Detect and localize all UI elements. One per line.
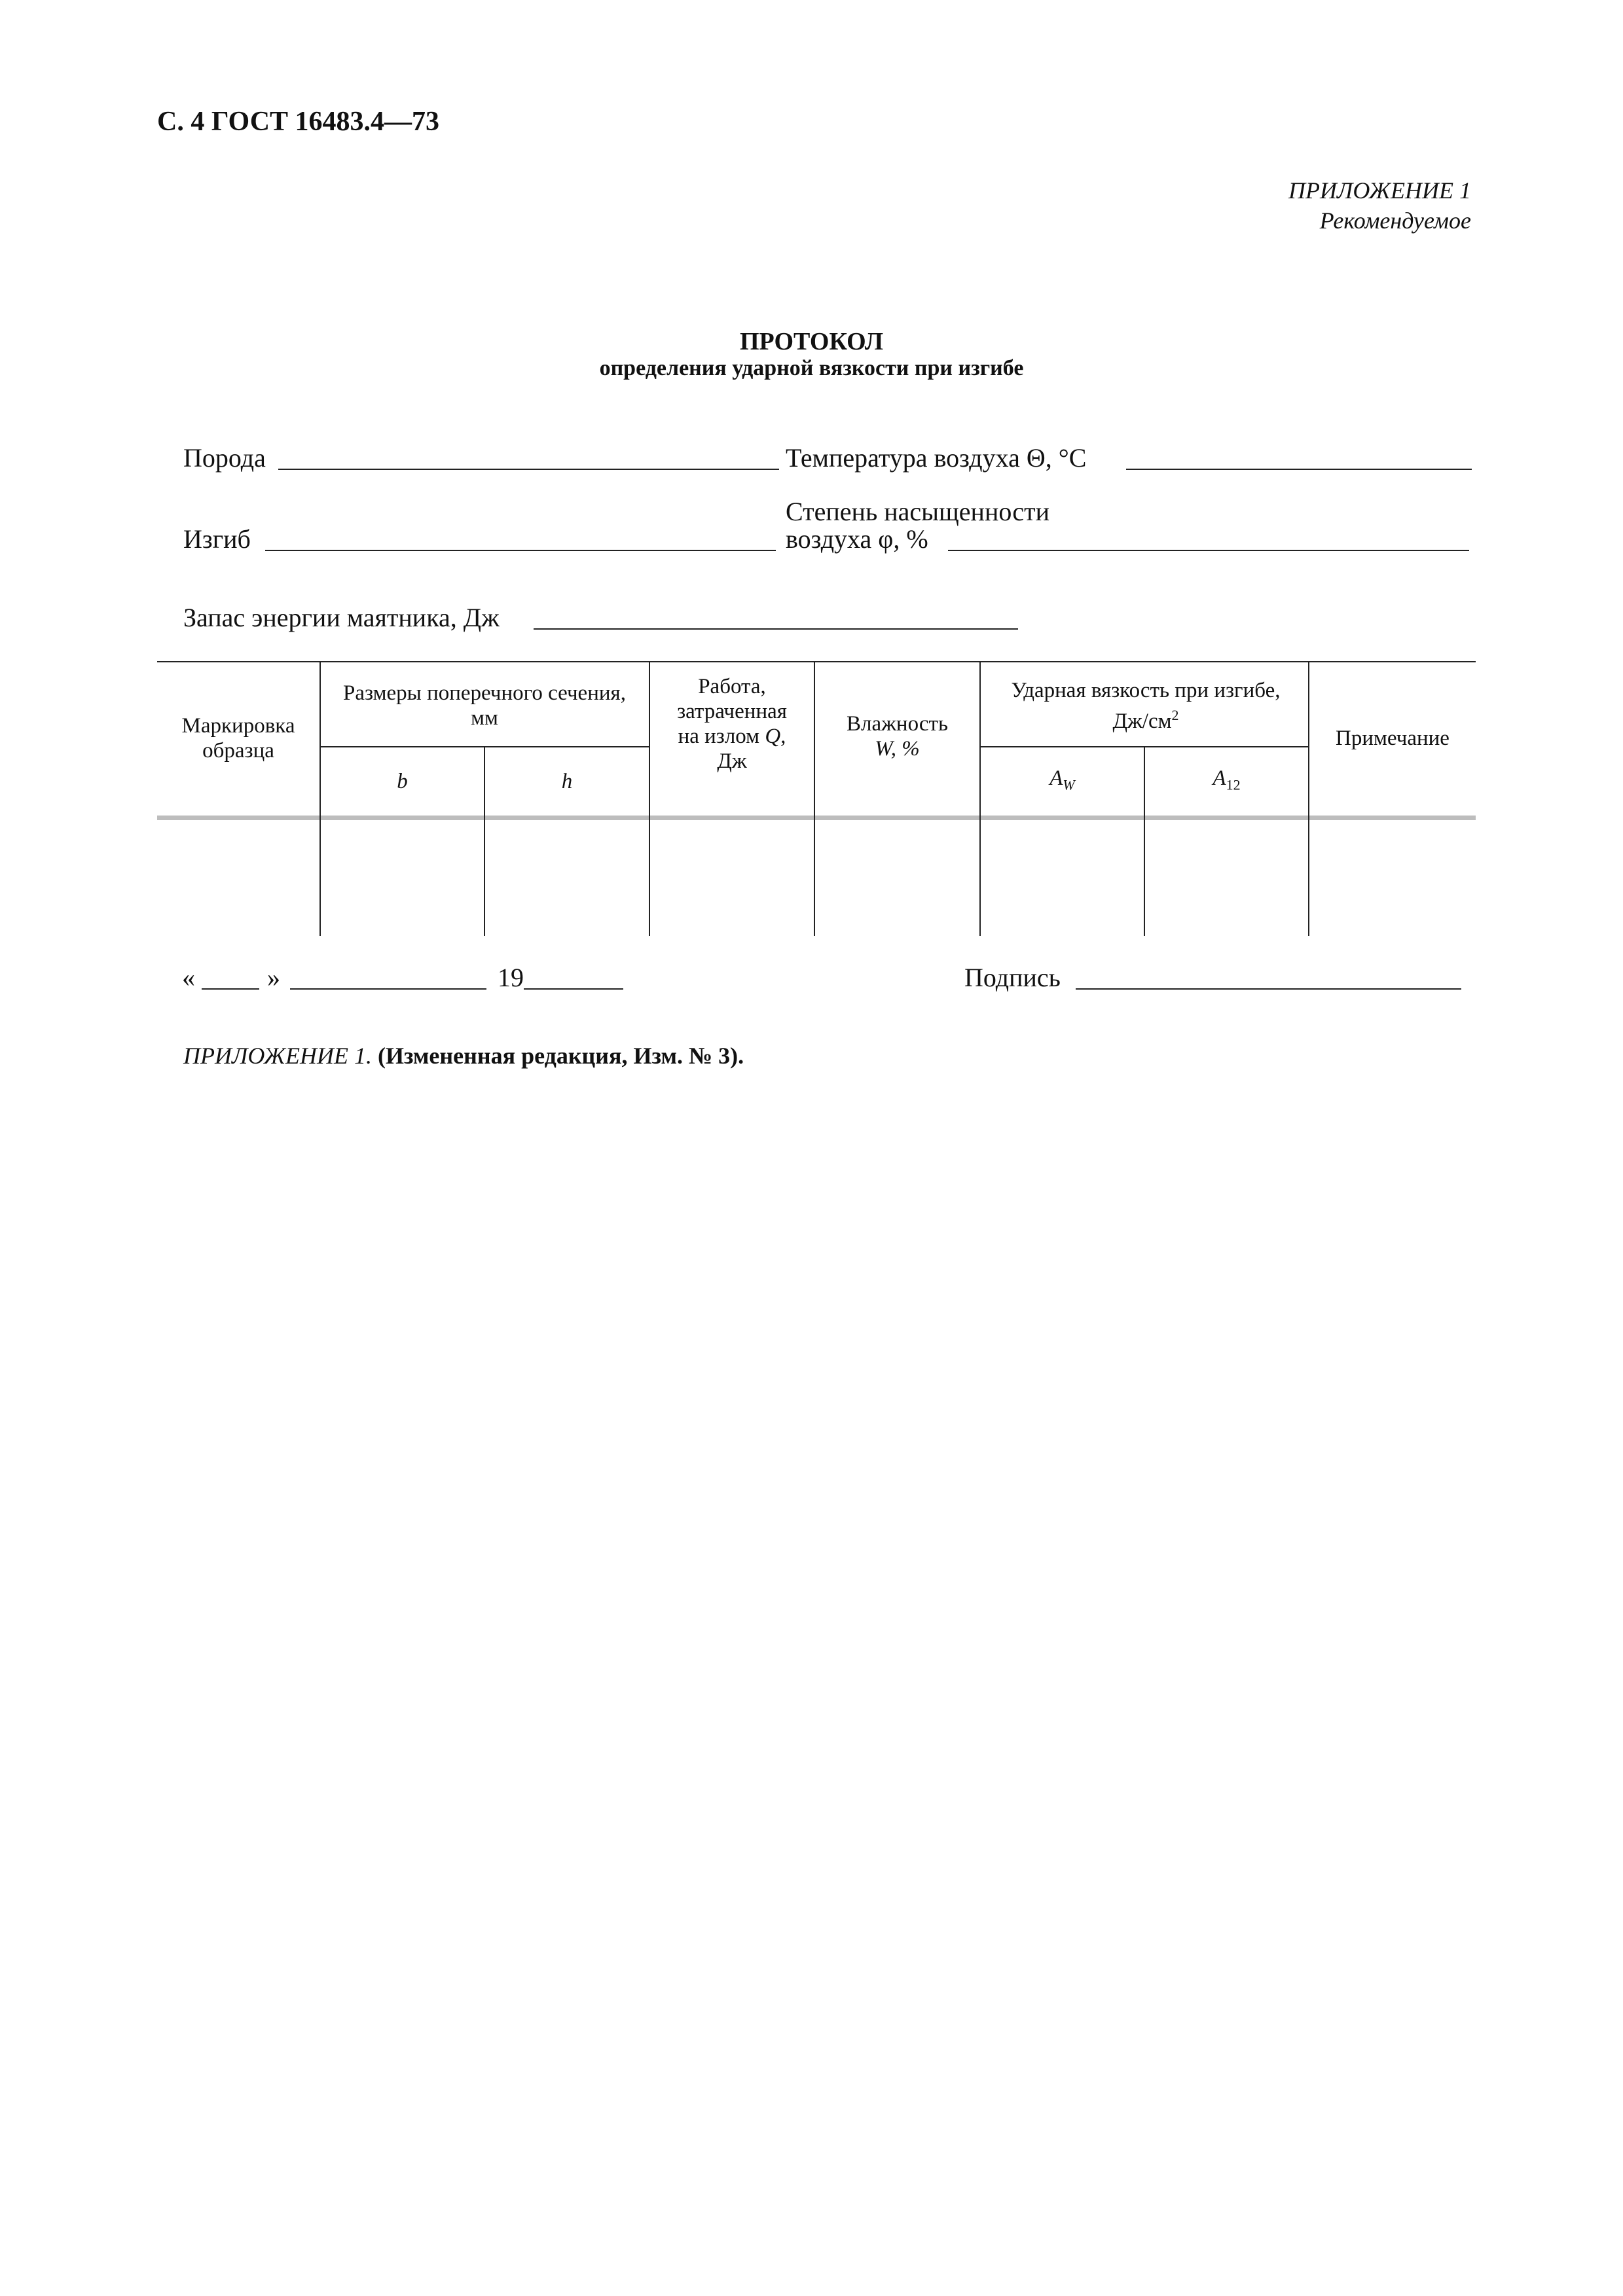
saturation-input-line[interactable]	[948, 550, 1469, 551]
col-header-aw: $A_W$	[1049, 766, 1075, 793]
col-header-work: Работа, затраченная на излом Q, Дж	[677, 675, 787, 773]
table-top-rule	[157, 661, 1476, 662]
appendix-block	[1288, 175, 1471, 236]
pendulum-energy-input-line[interactable]	[534, 628, 1018, 630]
col-header-toughness: Ударная вязкость при изгибе, $Дж/см^2$	[1011, 678, 1281, 733]
col-header-dimensions: Размеры поперечного сечения, мм	[343, 681, 626, 730]
page-header: С. 4 ГОСТ 16483.4—73	[157, 107, 440, 137]
col-header-marking: Маркировка образца	[181, 714, 295, 762]
date-year-prefix: 19	[498, 963, 524, 992]
air-temperature-input-line[interactable]	[1126, 469, 1472, 470]
date-close-quote: »	[267, 963, 280, 992]
amendment-note-ref: ПРИЛОЖЕНИЕ 1.	[183, 1043, 372, 1069]
col-header-h: h	[561, 770, 573, 793]
bending-input-line[interactable]	[265, 550, 776, 551]
saturation-label-line2: воздуха φ, %	[786, 524, 928, 554]
appendix-status: Рекомендуемое	[1319, 207, 1471, 234]
header-double-rule	[157, 816, 1476, 820]
appendix-label: ПРИЛОЖЕНИЕ 1	[1288, 177, 1471, 204]
results-table	[157, 661, 1476, 936]
amendment-note-text: (Измененная редакция, Изм. № 3).	[377, 1043, 744, 1069]
bending-label: Изгиб	[183, 524, 251, 554]
date-day-input-line[interactable]	[202, 988, 259, 990]
table-row[interactable]	[157, 820, 1476, 936]
pendulum-energy-label: Запас энергии маятника, Дж	[183, 603, 500, 632]
species-input-line[interactable]	[278, 469, 779, 470]
date-year-input-line[interactable]	[524, 988, 623, 990]
date-open-quote: «	[182, 963, 195, 992]
amendment-note	[183, 1042, 744, 1069]
col-header-b: b	[397, 770, 408, 793]
col-header-moisture: Влажность W, %	[846, 712, 949, 761]
col-header-a12: $A_{12}$	[1213, 766, 1241, 793]
protocol-title: ПРОТОКОЛ	[739, 328, 884, 355]
date-month-input-line[interactable]	[290, 988, 486, 990]
protocol-subtitle: определения ударной вязкости при изгибе	[599, 356, 1024, 380]
air-temperature-label: Температура воздуха Θ, °C	[786, 443, 1087, 473]
species-label: Порода	[183, 443, 266, 473]
col-header-note: Примечание	[1336, 726, 1450, 750]
signature-input-line[interactable]	[1076, 988, 1461, 990]
signature-label: Подпись	[964, 963, 1061, 992]
saturation-label-line1: Степень насыщенности	[786, 497, 1049, 526]
